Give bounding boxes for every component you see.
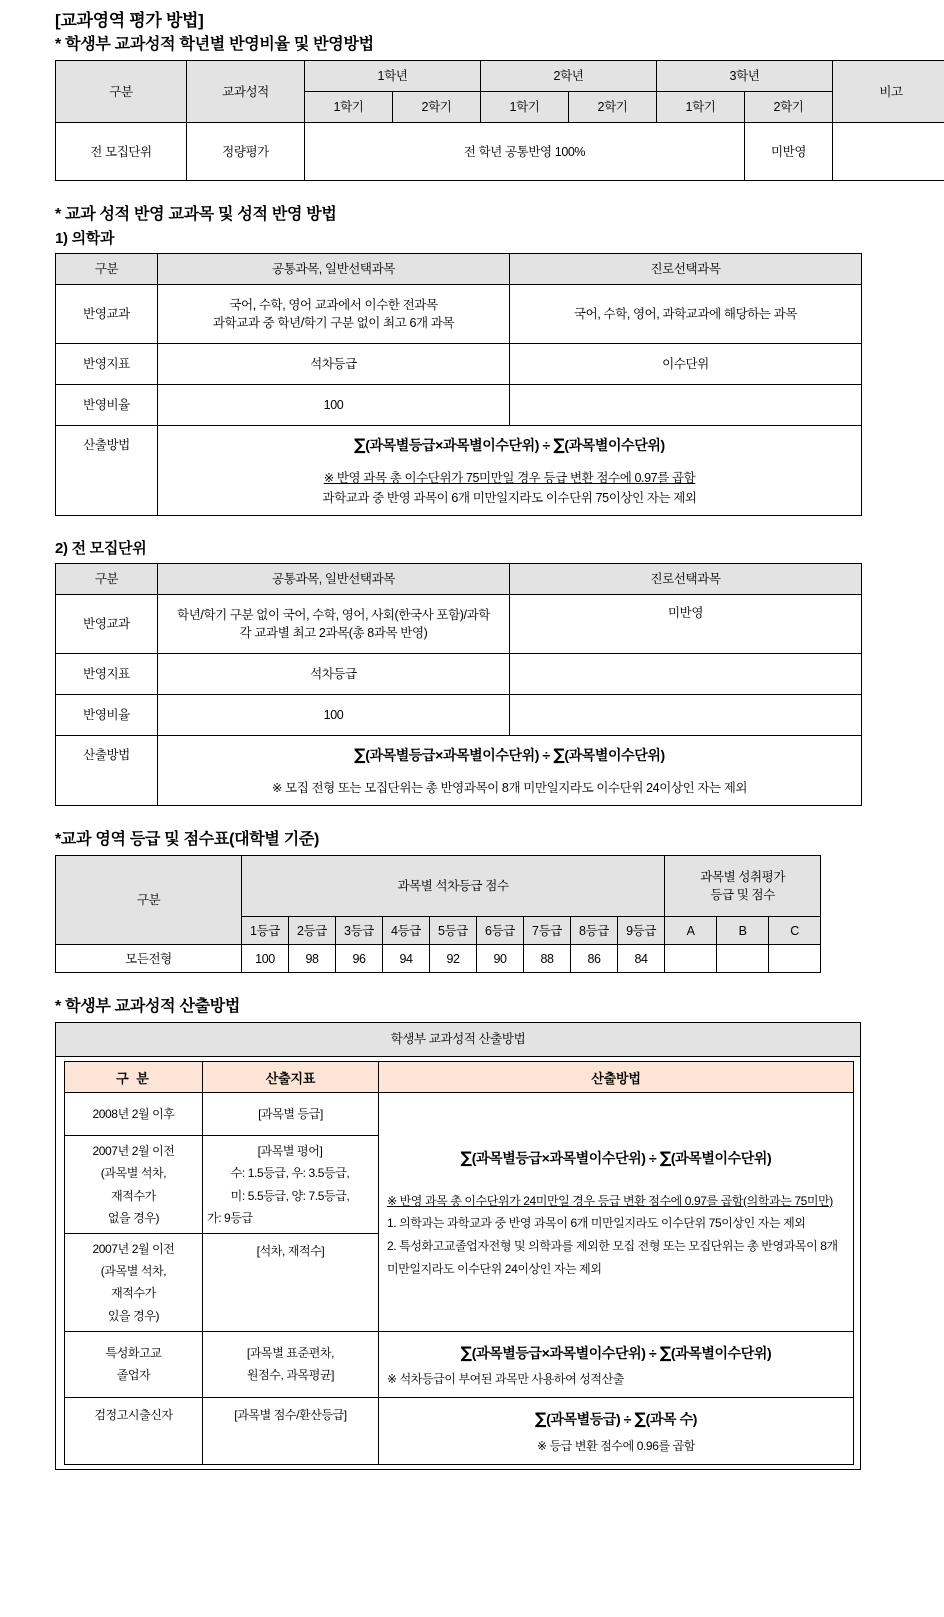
row-label-all-types: 모든전형 [56,945,242,973]
cell-gubun-ged: 검정고시출신자 [65,1397,203,1464]
table-grade-score [55,855,821,973]
cell-method-block-c [379,1397,854,1464]
cell-calc-method [158,426,862,516]
table-medical-subjects [55,253,862,516]
col-header-grade1: 1학년 [305,61,481,92]
formula-grade-average: ∑(과목별등급) ÷ ∑(과목 수) [535,1409,697,1429]
cell-index-career [510,653,862,694]
cell-score-achieve-c [769,945,821,973]
method-note: ※ 등급 변환 점수에 0.96를 곱함 [536,1438,695,1453]
cell-gubun: 전 모집단위 [56,123,187,181]
index-line-2: 원점수, 과목평균] [246,1368,335,1383]
cell-ratio-career [510,694,862,735]
row-label-calc-method: 산출방법 [56,735,158,806]
cell-ratio-common: 100 [158,385,510,426]
formula-weighted-average: ∑(과목별등급×과목별이수단위) ÷ ∑(과목별이수단위) [354,435,665,454]
row-label-reflected-subject: 반영교과 [56,594,158,653]
sigma-icon: ∑ [553,744,565,764]
subject-line-1: 국어, 수학, 영어 교과에서 이수한 전과목 [229,297,438,312]
index-line-1: [과목별 평어] [257,1144,323,1159]
sigma-icon: ∑ [460,1148,472,1168]
row-label-ratio: 반영비율 [56,694,158,735]
col-header-achieve-a: A [665,917,717,945]
table-row [65,1093,854,1136]
cell-index-subject-remark [203,1136,379,1234]
col-header-remark: 비고 [833,61,944,123]
col-header-rank-1: 1등급 [242,917,289,945]
cell-index-subject-grade: [과목별 등급] [203,1093,379,1136]
cell-score-rank-8: 86 [571,945,618,973]
table-reflection-ratio [55,60,944,181]
cell-gubun-2007-before-no-rank [65,1136,203,1234]
section2-sub2-heading: 2) 전 모집단위 [55,539,147,557]
index-line-4: 가: 9등급 [207,1210,253,1225]
cell-score-achieve-a [665,945,717,973]
sigma-icon: ∑ [460,1342,472,1362]
sigma-icon: ∑ [659,1148,671,1168]
table-row [56,61,944,92]
cell-common-subject-list [158,285,510,344]
cell-gubun-vocational-grad [65,1331,203,1397]
cell-index-ged-score: [과목별 점수/환산등급] [203,1397,379,1464]
gubun-line-1: 2007년 2월 이전 [92,1242,175,1256]
col-header-rank-8: 8등급 [571,917,618,945]
row-label-calc-method: 산출방법 [56,426,158,516]
gubun-line-2: (과목별 석차, [100,1264,167,1279]
cell-score-rank-7: 88 [524,945,571,973]
calc-note-1: ※ 반영 과목 총 이수단위가 75미만일 경우 등급 변환 점수에 0.97를 곱함 [323,471,696,486]
gubun-line-3: 재적수가 [111,1286,156,1301]
cell-method-block-a [379,1093,854,1332]
table-row [56,856,821,917]
cell-index-common: 석차등급 [158,653,510,694]
gubun-line-4: 없을 경우) [107,1210,160,1225]
col-header-sem1-1: 1학기 [305,92,393,123]
table-row [56,344,862,385]
section2-heading: * 교과 성적 반영 교과목 및 성적 반영 방법 [55,206,337,224]
table-row [56,735,862,806]
sigma-icon: ∑ [535,1409,547,1429]
col-header-group-rank-score: 과목별 석차등급 점수 [242,856,665,917]
cell-score-rank-3: 96 [336,945,383,973]
subject-line-1: 학년/학기 구분 없이 국어, 수학, 영어, 사회(한국사 포함)/과학 [177,607,490,622]
col-header-gubun: 구 분 [65,1062,203,1093]
cell-score-achieve-b [717,945,769,973]
col-header-index: 산출지표 [203,1062,379,1093]
col-header-career-subjects: 진로선택과목 [510,563,862,594]
cell-career-subject-list: 국어, 수학, 영어, 과학교과에 해당하는 과목 [510,285,862,344]
table-row [56,563,862,594]
gubun-line-4: 있을 경우) [107,1308,160,1323]
sigma-icon: ∑ [354,744,366,764]
subject-line-2: 각 교과별 최고 2과목(총 8과목 반영) [239,625,428,640]
calc-note-2: 과학교과 중 반영 과목이 6개 미만일지라도 이수단위 75이상인 자는 제외 [322,490,697,505]
col-header-gubun: 구분 [56,254,158,285]
index-line-3: 미: 5.5등급, 양: 7.5등급, [230,1188,350,1203]
sigma-icon: ∑ [553,435,565,454]
cell-common-subject-list [158,594,510,653]
method-note-underline: ※ 반영 과목 총 이수단위가 24미만일 경우 등급 변환 점수에 0.97를 곱함(의학과는 75미만) [387,1193,833,1208]
table-calc-method [64,1061,854,1465]
formula-weighted-average: ∑(과목별등급×과목별이수단위) ÷ ∑(과목별이수단위) [460,1148,772,1168]
cell-score-rank-4: 94 [383,945,430,973]
cell-gubun-2007-before-with-rank [65,1234,203,1332]
col-header-rank-3: 3등급 [336,917,383,945]
table-row [56,254,862,285]
col-header-rank-5: 5등급 [430,917,477,945]
col-header-subject-score: 교과성적 [187,61,305,123]
table-row [56,123,944,181]
col-header-rank-2: 2등급 [289,917,336,945]
col-header-career-subjects: 진로선택과목 [510,254,862,285]
cell-score-rank-2: 98 [289,945,336,973]
page-title: [교과영역 평가 방법] [55,11,204,30]
col-header-common-subjects: 공통과목, 일반선택과목 [158,254,510,285]
cell-index-rank-enrolled: [석차, 재적수] [203,1234,379,1332]
gubun-line-1: 특성화고교 [105,1346,162,1361]
cell-sem3-2-value: 미반영 [745,123,833,181]
cell-index-stddev [203,1331,379,1397]
method-note: ※ 석차등급이 부여된 과목만 사용하여 성적산출 [387,1372,624,1387]
gubun-line-1: 2007년 2월 이전 [92,1144,175,1159]
sigma-icon: ∑ [634,1409,646,1429]
group-achievement-line2: 등급 및 점수 [710,888,775,903]
index-line-2: 수: 1.5등급, 우: 3.5등급, [230,1166,350,1181]
sigma-icon: ∑ [659,1342,671,1362]
calc-note-1: ※ 모집 전형 또는 모집단위는 총 반영과목이 8개 미만일지라도 이수단위 24이상인 자는 제외 [271,780,748,795]
method-note-2: 2. 특성화고교졸업자전형 및 의학과를 제외한 모집 전형 또는 모집단위는 총 반영과목이 8개 미만일지라도 이수단위 24이상인 자는 제외 [387,1239,838,1276]
table-all-units-subjects [55,563,862,807]
cell-gubun-2008-after: 2008년 2월 이후 [65,1093,203,1136]
formula-weighted-average: ∑(과목별등급×과목별이수단위) ÷ ∑(과목별이수단위) [460,1342,772,1362]
section4-heading: * 학생부 교과성적 산출방법 [55,998,241,1016]
group-achievement-line1: 과목별 성취평가 [700,870,786,885]
col-header-rank-7: 7등급 [524,917,571,945]
gubun-line-2: 졸업자 [116,1368,151,1383]
table-row [65,1397,854,1464]
cell-score-type: 정량평가 [187,123,305,181]
col-header-sem2-2: 2학기 [569,92,657,123]
table-row [56,285,862,344]
method-note-1: 1. 의학과는 과학교과 중 반영 과목이 6개 미만일지라도 이수단위 75이상인 자는 제외 [387,1216,806,1231]
cell-remark [833,123,944,181]
col-header-gubun: 구분 [56,563,158,594]
gubun-line-3: 재적수가 [111,1188,156,1203]
sigma-icon: ∑ [354,435,366,454]
cell-calc-method [158,735,862,806]
table-row [65,1062,854,1093]
table-calc-method-wrapper [55,1022,861,1470]
cell-ratio-career [510,385,862,426]
cell-score-rank-9: 84 [618,945,665,973]
calc-method-band-title: 학생부 교과성적 산출방법 [56,1023,860,1057]
cell-ratio-common: 100 [158,694,510,735]
table-row [56,945,821,973]
cell-index-career: 이수단위 [510,344,862,385]
col-header-group-achievement [665,856,821,917]
col-header-grade2: 2학년 [481,61,657,92]
table-row [65,1331,854,1397]
cell-method-block-b [379,1331,854,1397]
index-line-1: [과목별 표준편차, [246,1346,335,1361]
col-header-rank-9: 9등급 [618,917,665,945]
cell-common-reflection: 전 학년 공통반영 100% [305,123,745,181]
subject-line-2: 과학교과 중 학년/학기 구분 없이 최고 6개 과목 [212,316,455,330]
row-label-reflected-subject: 반영교과 [56,285,158,344]
col-header-sem3-2: 2학기 [745,92,833,123]
cell-score-rank-5: 92 [430,945,477,973]
col-header-achieve-c: C [769,917,821,945]
col-header-method: 산출방법 [379,1062,854,1093]
col-header-sem2-1: 1학기 [481,92,569,123]
section2-sub1-heading: 1) 의학과 [55,230,115,248]
col-header-gubun: 구분 [56,61,187,123]
col-header-sem3-1: 1학기 [657,92,745,123]
col-header-achieve-b: B [717,917,769,945]
gubun-line-2: (과목별 석차, [100,1166,167,1181]
col-header-rank-4: 4등급 [383,917,430,945]
cell-career-subject-list: 미반영 [510,594,862,653]
section3-heading: *교과 영역 등급 및 점수표(대학별 기준) [55,831,320,849]
col-header-rank-6: 6등급 [477,917,524,945]
table-row [56,694,862,735]
row-label-ratio: 반영비율 [56,385,158,426]
col-header-common-subjects: 공통과목, 일반선택과목 [158,563,510,594]
col-header-grade3: 3학년 [657,61,833,92]
col-header-gubun: 구분 [56,856,242,945]
table-row [56,653,862,694]
table-row [56,594,862,653]
table-row [56,385,862,426]
row-label-index: 반영지표 [56,344,158,385]
table-row [56,426,862,516]
cell-score-rank-6: 90 [477,945,524,973]
row-label-index: 반영지표 [56,653,158,694]
cell-score-rank-1: 100 [242,945,289,973]
section1-heading: * 학생부 교과성적 학년별 반영비율 및 반영방법 [55,36,374,54]
formula-weighted-average: ∑(과목별등급×과목별이수단위) ÷ ∑(과목별이수단위) [354,744,665,764]
col-header-sem1-2: 2학기 [393,92,481,123]
cell-index-common: 석차등급 [158,344,510,385]
